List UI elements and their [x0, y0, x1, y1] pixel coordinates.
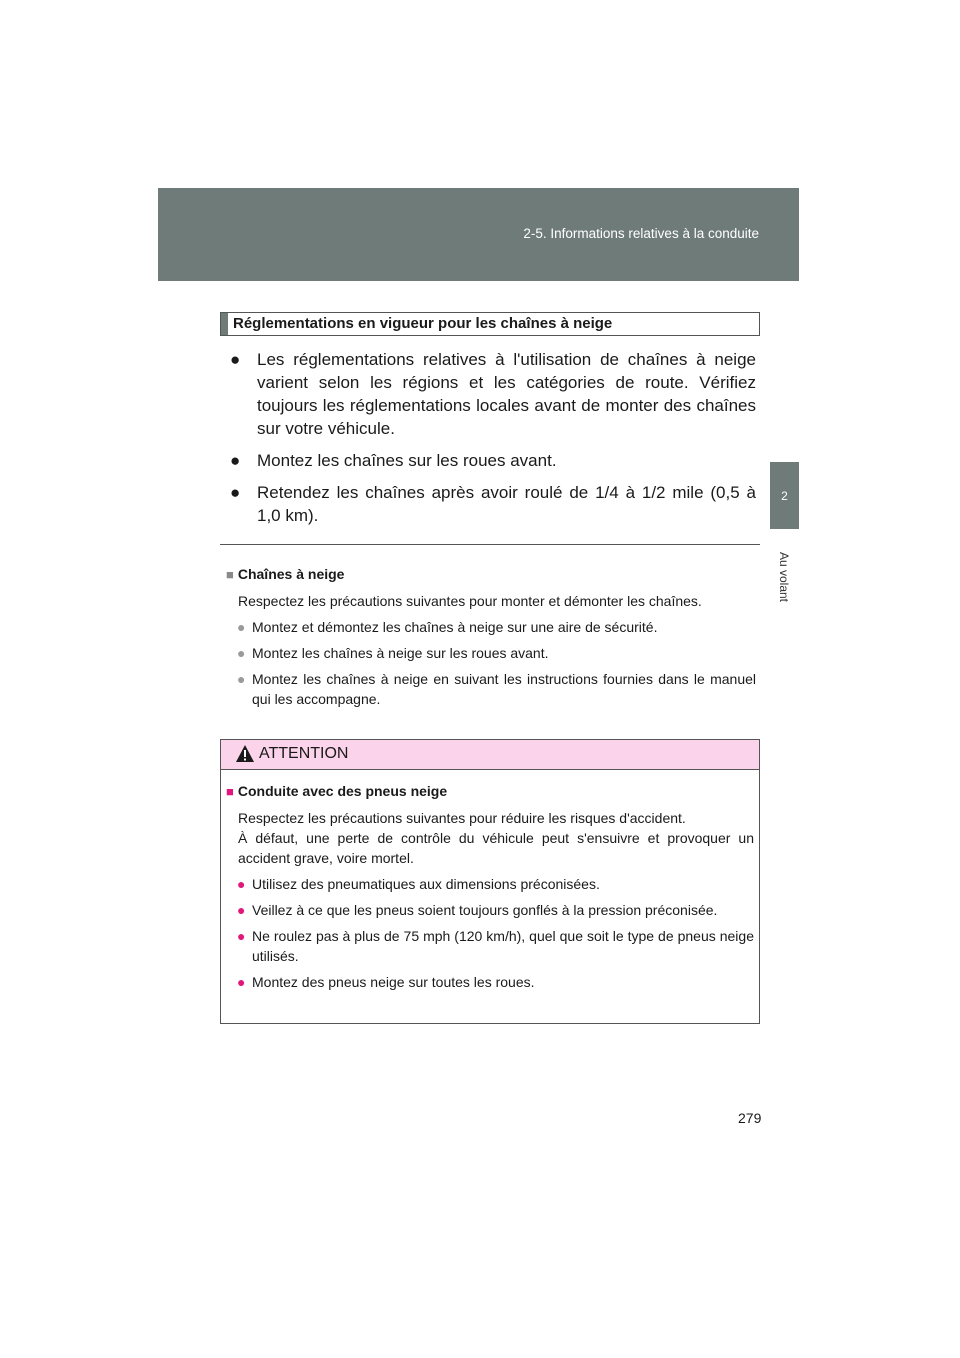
notes-intro: Respectez les précautions suivantes pour monter et démonter les chaînes.: [238, 593, 702, 609]
bullet-icon: ●: [237, 928, 246, 944]
warning-header: [221, 740, 759, 770]
bullet-icon: ●: [237, 974, 246, 990]
list-item: [230, 481, 756, 527]
list-item: ● Montez et démontez les chaînes à neige sur une aire de sécurité.: [237, 619, 658, 635]
list-item: ● Montez des pneus neige sur toutes les roues.: [237, 974, 535, 990]
bullet-icon: ●: [237, 876, 246, 892]
bullet-icon: ●: [230, 483, 241, 502]
bullet-icon: ●: [230, 350, 241, 369]
warning-heading: ■ Conduite avec des pneus neige: [226, 783, 448, 799]
chapter-tab: [770, 462, 799, 529]
warning-box: [220, 739, 760, 1024]
bullet-icon: ●: [237, 645, 246, 661]
divider: [220, 544, 760, 545]
bullet-icon: ●: [237, 671, 246, 687]
section-title-bar: [221, 313, 228, 335]
warning-title: ATTENTION: [259, 745, 349, 762]
list-item: ● Montez les chaînes à neige sur les roues avant.: [237, 645, 549, 661]
list-item: ● Montez les chaînes à neige en suivant les instructions fournies dans le manuel qui les accompagne.: [237, 671, 756, 707]
warning-triangle-icon: [235, 744, 255, 763]
list-item-text: Montez les chaînes sur les roues avant.: [257, 451, 557, 470]
list-item: ● Veillez à ce que les pneus soient toujours gonflés à la pression préconisée.: [237, 902, 718, 918]
warning-intro: Respectez les précautions suivantes pour réduire les risques d'accident. À défaut, une perte de contrôle du véhicule peut s'ensuivre et provoquer un accident grave, voire mortel.: [238, 810, 754, 866]
bullet-icon: ●: [237, 902, 246, 918]
list-item-text: Les réglementations relatives à l'utilisation de chaînes à neige varient selon les régions et les catégories de route. Vérifiez toujours les réglementations locales avant de monter des chaînes sur votre véhicule.: [257, 350, 756, 438]
section-title-box: [220, 312, 760, 336]
section-title: Réglementations en vigueur pour les chaînes à neige: [233, 315, 613, 332]
square-bullet-icon: ■: [226, 784, 234, 799]
list-item: [230, 449, 756, 472]
square-bullet-icon: ■: [226, 567, 234, 582]
main-list: [230, 348, 756, 536]
bullet-icon: ●: [230, 451, 241, 470]
chapter-label: Au volant: [777, 551, 791, 603]
list-item: ● Ne roulez pas à plus de 75 mph (120 km/h), quel que soit le type de pneus neige utilisés.: [237, 928, 754, 964]
warning-body: [226, 781, 754, 992]
list-item-text: Retendez les chaînes après avoir roulé de 1/4 à 1/2 mile (0,5 à 1,0 km).: [257, 483, 756, 525]
page-number: 279: [738, 1110, 762, 1126]
list-item: ● Utilisez des pneumatiques aux dimensions préconisées.: [237, 876, 600, 892]
chapter-number: 2: [781, 488, 788, 503]
list-item: [230, 348, 756, 440]
header-band: [158, 188, 799, 281]
header-section-title: 2-5. Informations relatives à la conduite: [523, 226, 759, 241]
notes-section: [226, 564, 756, 709]
bullet-icon: ●: [237, 619, 246, 635]
notes-heading: ■ Chaînes à neige: [226, 566, 345, 582]
